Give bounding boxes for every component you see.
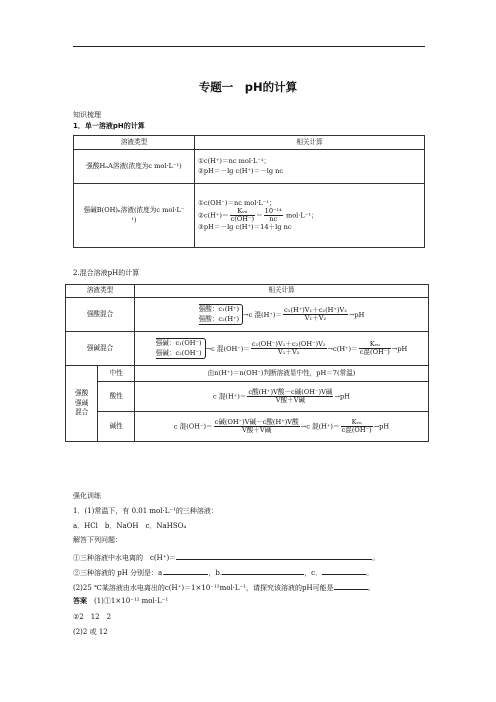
acid-den: V₁＋V₂ [304,314,327,322]
basic-lhs: c 混(OH⁻)＝ [173,422,213,431]
single-solution-table [73,135,425,248]
t1-acid-calc [195,150,425,184]
q1-line: 1．(1)常温下，有 0.01 mol·L⁻¹的三种溶液： [73,507,218,515]
t1-base-calc2-lhs: ②c(H⁺)＝ [198,211,229,220]
acidic-lhs: c 混(H⁺)＝ [213,392,247,401]
t1-base-calc [195,184,425,248]
q1-options: a．HCl b．NaOH c．NaHSO₄ [73,522,187,530]
q1-part2-end: 。 [367,584,375,592]
acid-line1: 强酸：c₁(H⁺) [198,304,240,313]
acidic-fraction [247,389,333,404]
neutral-label: 中性 [98,366,135,382]
t1-base-type-line2: ¹) [131,215,137,224]
answer2: ②2 12 2 [73,613,112,621]
practice-label: 强化训练 [73,492,101,500]
t2-header-type: 溶液类型 [66,285,135,298]
answer-line1 [73,598,168,605]
acid-num: c₁(H⁺)V₁＋c₂(H⁺)V₂ [284,306,347,315]
header-rule [73,46,425,47]
answer3: (2)2 或 12 [73,628,108,636]
basic-calc [135,412,429,442]
mix-type-2: 强碱 [75,398,89,407]
t1-acid-type: 强酸HₙA溶液(浓度为c mol·L⁻¹) [74,150,195,184]
q1-sub1-text: ①三种溶液中水电离的 c(H⁺)＝ [73,554,177,562]
q1-sub2-c: ，c． [304,569,323,577]
acid-tail: →pH [348,310,365,319]
t1-acid-calc1: ①c(H⁺)＝nc mol·L⁻¹； [198,156,271,165]
mix-type-3: 混合 [75,408,89,417]
q1-part2-text: (2)25 ℃某溶液由水电离出的c(H⁺)＝1×10⁻¹²mol·L⁻¹，请探究该溶液的pH可能是 [73,584,334,592]
basic-kw-num: Kᵥᵤ [341,419,373,427]
base-arrow: →c 混(OH⁻)＝ [205,344,250,353]
base-den: V₁＋V₂ [278,348,300,356]
t1-header-type: 溶液类型 [74,136,195,150]
ten-fraction [264,208,283,223]
neutral-text: 由n(H⁺)＝n(OH⁻)判断溶液显中性，pH＝7(常温) [135,366,429,382]
q1-sub2-end: 。 [366,569,374,577]
acid-arrow: →c 混(H⁺)＝ [243,310,283,319]
kw-num: Kᵥᵤ [230,208,255,216]
ten-den: nc [269,215,278,223]
t1-base-type-line1: 强碱B(OH)ₙ溶液(浓度为c mol·L⁻ [83,205,185,214]
basic-tail: →pH [373,422,390,431]
base-arrow2: →c(H⁺)＝ [327,344,358,353]
acid-fraction [283,307,348,322]
acidic-den: V酸＋V碱 [275,396,306,404]
t2-acid-calc [135,298,429,332]
basic-fraction [214,419,300,434]
blank-ph-b [222,568,304,575]
t1-base-calc3: ③pH＝－lg c(H⁺)＝14＋lg nc [198,222,292,231]
t2-base-mix: 强碱混合 [66,332,135,366]
base-line2: 强碱：c₂(OH⁻) [155,348,202,357]
t1-base-calc2 [198,208,421,223]
t1-base-calc1: ①c(OH⁻)＝nc mol·L⁻¹； [198,198,276,207]
acid-brace [199,304,244,326]
basic-num: c碱(OH⁻)V碱－c酸(H⁺)V酸 [214,418,299,427]
q1-sub2-b: ，b. [208,569,223,577]
acidic-label: 酸性 [98,382,135,412]
blank-ph-possible [334,583,368,590]
base-kw-fraction [359,341,391,356]
mixed-solution-table [65,284,429,442]
sec2-heading: 2.混合溶液pH的计算 [73,269,140,277]
t1-acid-calc2: ②pH＝－lg c(H⁺)＝－lg nc [198,166,284,175]
basic-mid: →c 混(H⁺)＝ [300,422,340,431]
acidic-calc [135,382,429,412]
section-label: 知识梳理 [73,111,101,119]
base-brace [156,338,206,360]
base-line1: 强碱：c₁(OH⁻) [155,338,202,347]
kw-fraction [230,208,255,223]
t1-eq: ＝ [256,211,263,220]
q1-sub2 [73,568,373,577]
basic-kw-fraction [341,419,373,434]
acid-line2: 强酸：c₂(H⁺) [198,314,240,323]
page-title: 专题一 pH的计算 [198,80,298,94]
acidic-tail: →pH [334,392,350,401]
sec1-heading: 1．单一溶液pH的计算 [73,122,145,130]
t1-base-type [74,184,195,248]
q1-prompt: 解答下列问题： [73,536,122,544]
q1-sub1 [73,553,379,562]
mix-type-1: 强酸 [75,389,89,398]
ten-num: 10⁻¹⁴ [264,207,282,216]
t1-unit: mol·L⁻¹； [285,211,318,220]
q1-part2 [73,583,375,592]
q1-sub2-a: ②三种溶液的 pH 分别是：a. [73,569,165,577]
base-num: c₁(OH⁻)V₁＋c₂(OH⁻)V₂ [251,340,326,349]
t2-acid-mix: 强酸混合 [66,298,135,332]
base-fraction [251,341,327,356]
basic-kw-den: c混(OH⁻) [341,426,372,434]
q1-sub1-end: 。 [372,554,380,562]
base-kw-num: Kᵥᵤ [359,341,391,349]
kw-den: c(OH⁻) [230,215,255,223]
t1-header-calc: 相关计算 [195,136,425,150]
t2-mix-type [66,366,98,442]
acidic-num: c酸(H⁺)V酸－c碱(OH⁻)V碱 [248,388,333,397]
answer-label: 答案 [73,597,87,605]
blank-water-h [176,553,372,560]
t2-base-calc [135,332,429,366]
answer1: (1)①1×10⁻¹² mol·L⁻¹ [94,597,169,605]
base-kw-den: c混(OH⁻) [359,348,390,356]
basic-den: V酸＋V碱 [241,426,272,434]
blank-ph-a [164,568,208,575]
base-tail: →pH [391,344,408,353]
t2-header-calc: 相关计算 [135,285,429,298]
basic-label: 碱性 [98,412,135,442]
blank-ph-c [322,568,366,575]
